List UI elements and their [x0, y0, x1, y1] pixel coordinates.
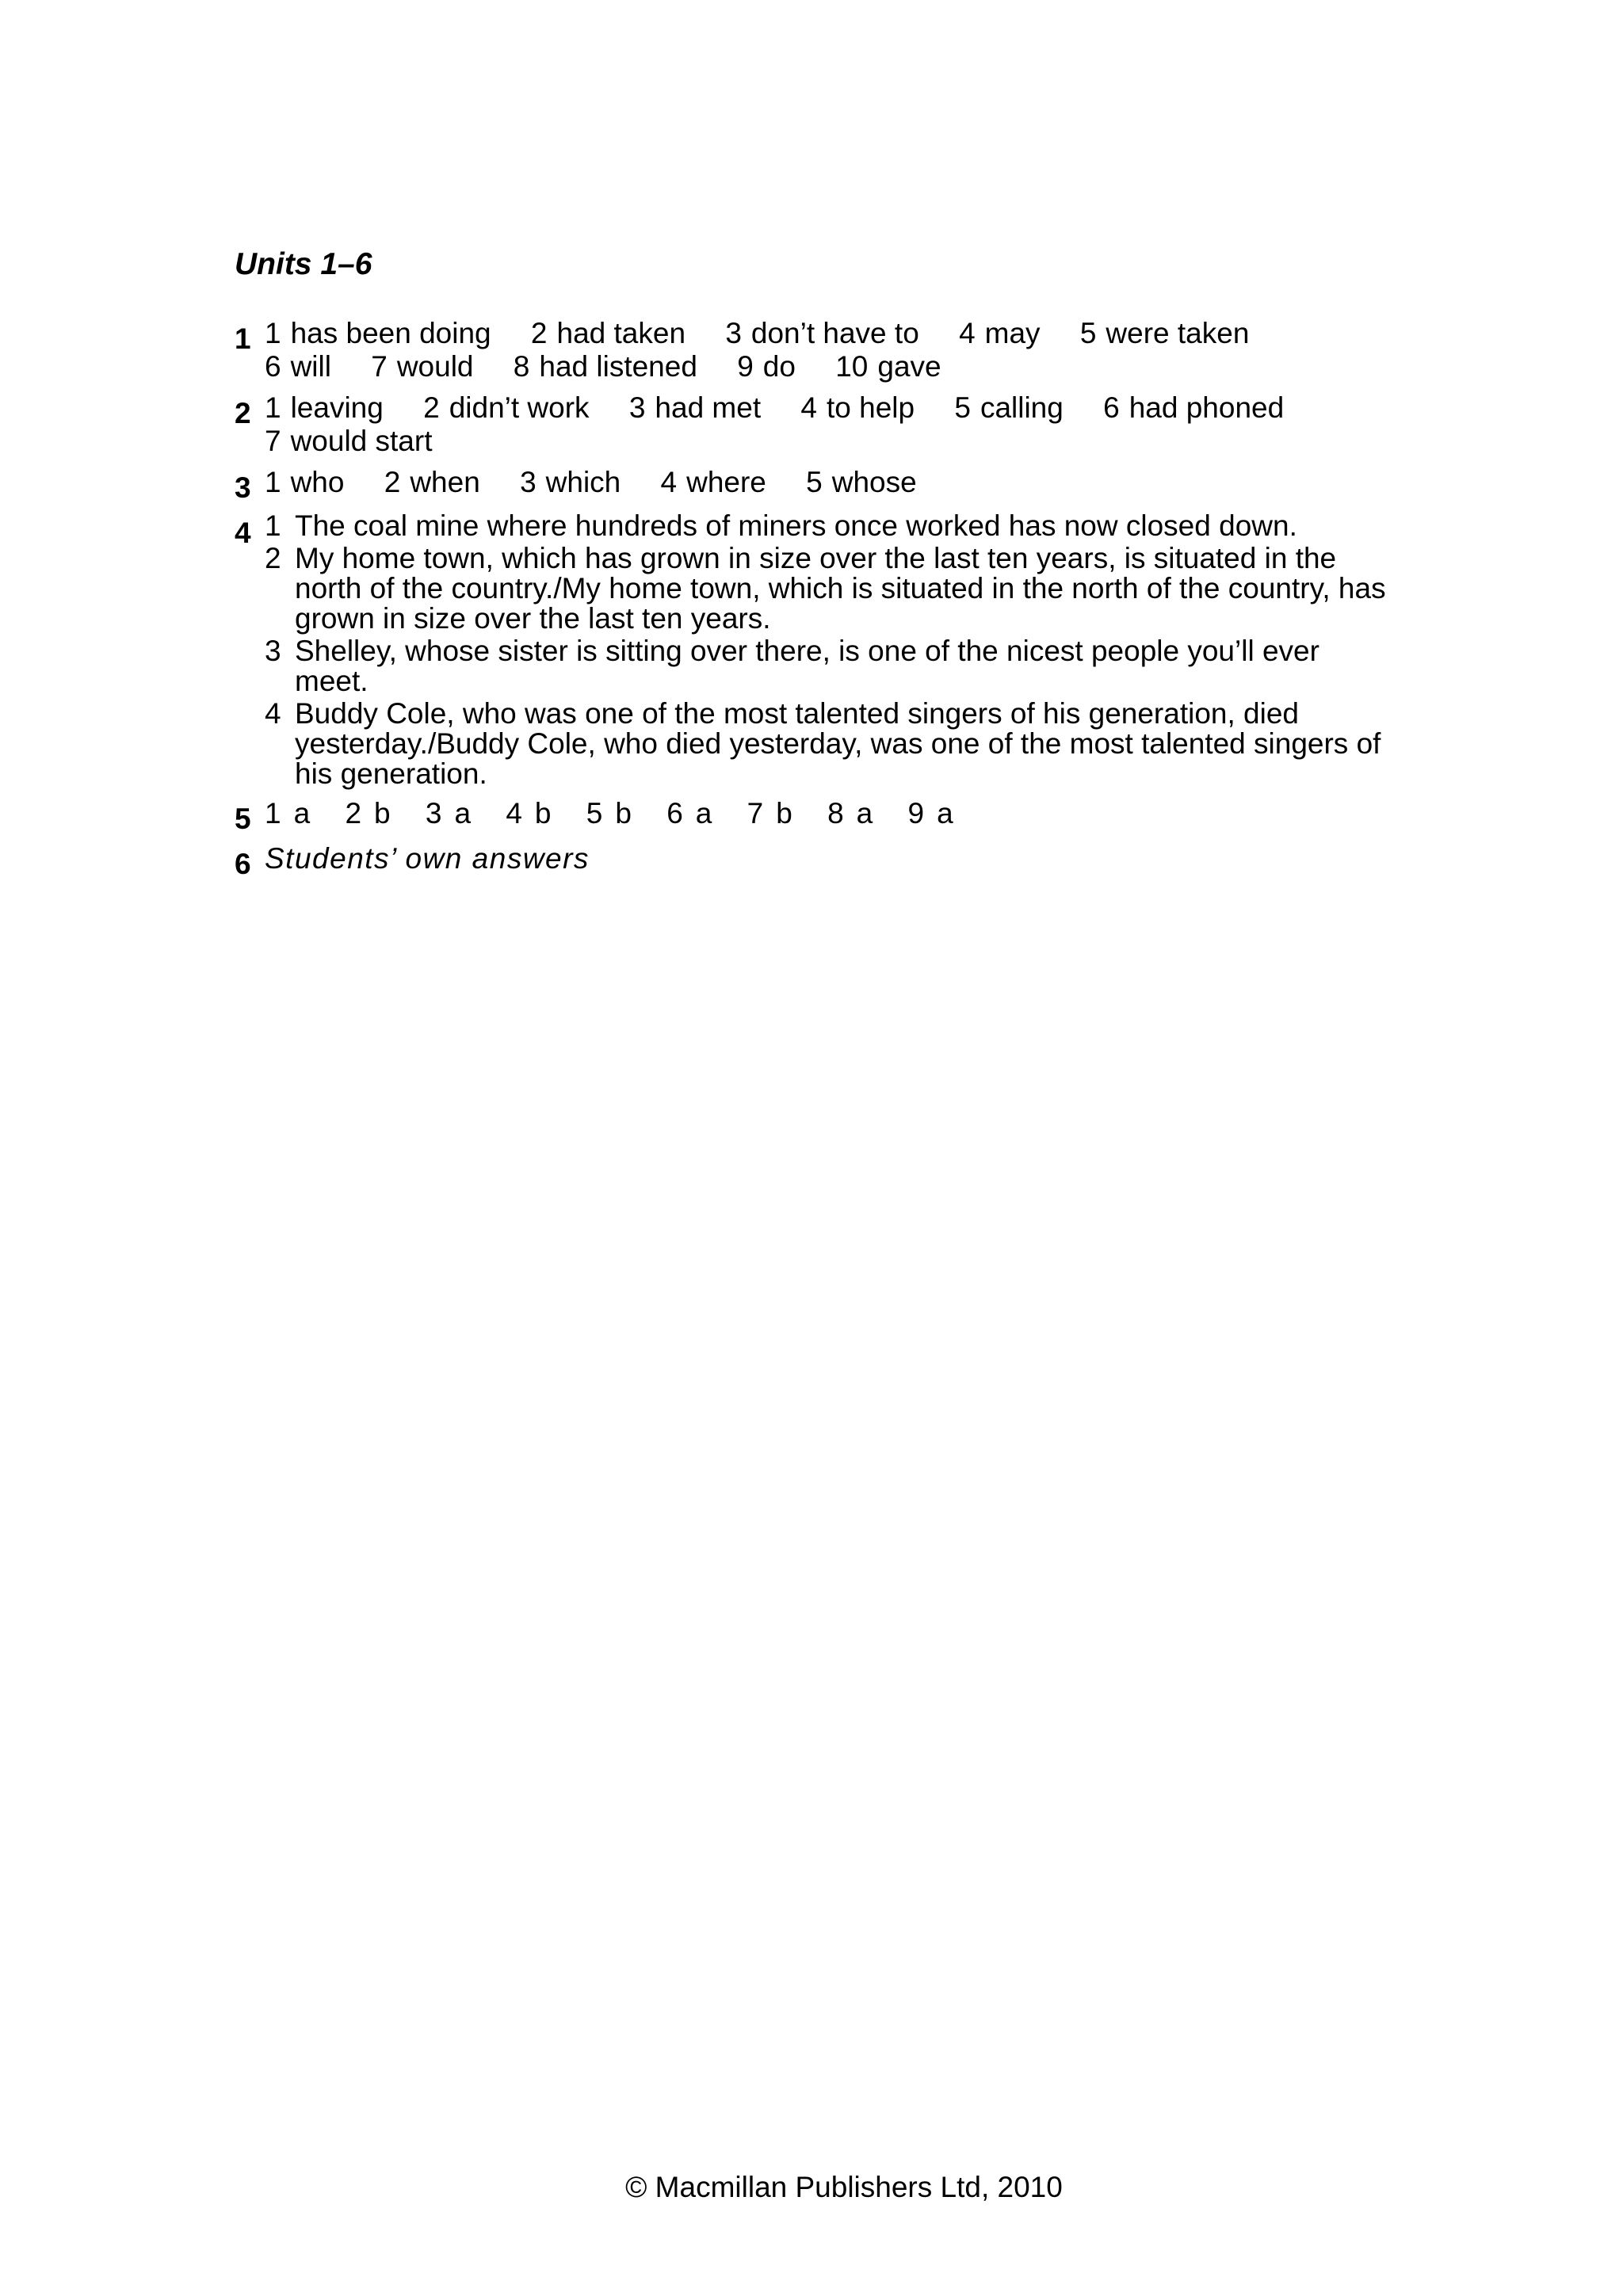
answer-row: [265, 350, 1406, 383]
answer-text: a: [856, 797, 873, 830]
answer-text: a: [454, 797, 472, 830]
answer-number: 3: [725, 317, 742, 349]
answer-number: 2: [384, 466, 401, 498]
answer-text: b: [615, 797, 632, 830]
answer-text: don’t have to: [750, 317, 919, 349]
answer-item: [908, 797, 953, 830]
answer-number: 4: [506, 797, 522, 830]
answer-text: whose: [831, 466, 917, 498]
answer-text: had taken: [556, 317, 686, 349]
answer-text: has been doing: [290, 317, 491, 349]
answer-item: [265, 797, 310, 830]
section-number: 1: [235, 322, 251, 355]
answer-number: 1: [265, 797, 281, 830]
answer-number: 5: [1079, 317, 1097, 349]
answer-item: [737, 350, 796, 383]
answer-text: b: [776, 797, 792, 830]
answer-number: 1: [265, 509, 281, 542]
answer-number: 3: [265, 635, 281, 667]
answer-number: 7: [265, 425, 281, 457]
answer-number: 7: [371, 350, 388, 383]
answer-item: [423, 391, 589, 425]
answer-text: which: [545, 466, 621, 498]
section-answers: [265, 466, 1406, 499]
answer-item: [666, 797, 712, 830]
answer-item: [384, 466, 480, 499]
answer-item: [265, 466, 344, 499]
answer-item: [265, 317, 491, 350]
answer-item: [725, 317, 918, 350]
answer-item: [835, 350, 941, 383]
answer-row: [265, 797, 1406, 830]
answer-text: where: [686, 466, 766, 498]
answer-item: [265, 391, 384, 425]
answer-text: who: [290, 466, 345, 498]
answer-text: b: [374, 797, 391, 830]
answer-item: [514, 350, 697, 383]
answer-number: 2: [265, 542, 281, 574]
answer-number: 2: [345, 797, 362, 830]
answer-item: [520, 466, 621, 499]
answer-text: do: [762, 350, 796, 383]
answer-number: 8: [827, 797, 844, 830]
answer-text: My home town, which has grown in size over the last ten years, is situated in the north of the country./My home town, which is situated in the north of the country, has grown in size over the last ten years.: [295, 542, 1386, 635]
answer-item: [265, 350, 331, 383]
answer-text: The coal mine where hundreds of miners once worked has now closed down.: [295, 509, 1297, 542]
answer-item: [531, 317, 685, 350]
answer-row: [265, 425, 1406, 458]
section-number: 3: [235, 471, 251, 504]
section-answers: [265, 391, 1406, 458]
answer-sentence: [265, 699, 1390, 789]
answer-item: [629, 391, 761, 425]
answer-text: leaving: [290, 391, 384, 424]
answer-item: [806, 466, 917, 499]
answer-number: 10: [835, 350, 869, 383]
answer-text: may: [984, 317, 1041, 349]
answer-number: 4: [265, 697, 281, 730]
answer-item: [1080, 317, 1250, 350]
answer-item: [345, 797, 390, 830]
answer-item: [371, 350, 473, 383]
answer-text: Students’ own answers: [265, 842, 590, 875]
answer-text: Buddy Cole, who was one of the most talented singers of his generation, died yesterday./Buddy Cole, who died yesterday, was one of the most talented singers of his generation.: [295, 697, 1381, 790]
answer-number: 9: [907, 797, 925, 830]
answer-item: [747, 797, 792, 830]
answer-text: b: [534, 797, 552, 830]
answer-number: 8: [513, 350, 530, 383]
copyright-footer: © Macmillan Publishers Ltd, 2010: [625, 2171, 1063, 2203]
answer-row: [265, 466, 1406, 499]
answer-text: a: [695, 797, 712, 830]
answer-number: 4: [800, 391, 817, 424]
answer-number: 6: [666, 797, 683, 830]
answer-number: 2: [530, 317, 548, 349]
section-answers: [265, 511, 1390, 791]
answer-number: 2: [423, 391, 440, 424]
answer-text: when: [410, 466, 480, 498]
section-number: 5: [235, 803, 251, 835]
answer-number: 4: [660, 466, 678, 498]
answer-item: [827, 797, 873, 830]
answer-number: 1: [265, 466, 281, 498]
answer-sentence: [265, 511, 1390, 541]
answer-item: [959, 317, 1040, 350]
answer-text: gave: [877, 350, 941, 383]
answer-number: 4: [959, 317, 976, 349]
answer-number: 6: [265, 350, 281, 383]
answer-text: didn’t work: [449, 391, 590, 424]
answer-number: 6: [1103, 391, 1120, 424]
section-number: 4: [235, 517, 251, 549]
answer-number: 3: [520, 466, 537, 498]
answer-number: 3: [628, 391, 646, 424]
answer-item: [1103, 391, 1284, 425]
answer-number: 9: [737, 350, 754, 383]
answer-item: [506, 797, 551, 830]
answer-number: 3: [425, 797, 442, 830]
answer-item: [265, 425, 433, 458]
answer-number: 1: [265, 317, 281, 349]
answer-item: [586, 797, 632, 830]
answer-item: [800, 391, 915, 425]
answer-text: would: [396, 350, 474, 383]
section-answers: [265, 317, 1406, 383]
answer-item: [954, 391, 1063, 425]
answer-number: 1: [265, 391, 281, 424]
answer-number: 7: [747, 797, 764, 830]
answer-text: calling: [980, 391, 1064, 424]
answer-item: [426, 797, 471, 830]
section-answers: [265, 797, 1406, 830]
answer-number: 5: [806, 466, 823, 498]
answer-number: 5: [954, 391, 971, 424]
answer-text: a: [937, 797, 953, 830]
section-number: 6: [235, 848, 251, 880]
answer-text: had listened: [539, 350, 697, 383]
answer-text: a: [293, 797, 311, 830]
answer-text: had phoned: [1128, 391, 1285, 424]
answer-row: [265, 317, 1406, 350]
page-title: Units 1–6: [235, 247, 372, 281]
answer-text: would start: [290, 425, 433, 457]
section-number: 2: [235, 397, 251, 429]
answer-row: [265, 391, 1406, 425]
section-answers: [265, 842, 1406, 875]
answer-text: will: [290, 350, 331, 383]
answer-number: 5: [586, 797, 603, 830]
answer-item: [661, 466, 766, 499]
answer-sentence: [265, 636, 1390, 696]
answer-text: Shelley, whose sister is sitting over there, is one of the nicest people you’ll ever meet.: [295, 635, 1319, 697]
answer-text: to help: [826, 391, 915, 424]
answer-text: were taken: [1106, 317, 1250, 349]
answer-text: had met: [655, 391, 762, 424]
answer-sentence: [265, 543, 1390, 634]
